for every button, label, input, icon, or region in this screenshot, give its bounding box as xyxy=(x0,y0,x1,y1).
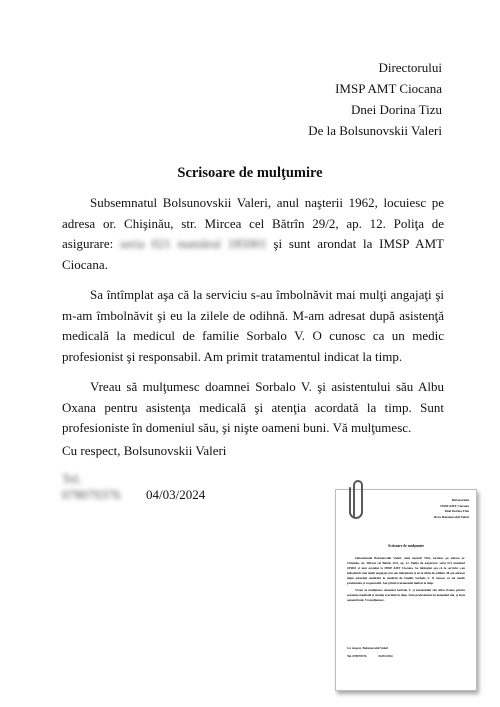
addressee-line-recipient: Dnei Dorina Tizu xyxy=(351,102,442,117)
paragraph-3: Vreau să mulţumesc doamnei Sorbalo V. şi asistentului său Albu Oxana pentru asistenţa medicală şi atenţia acordată la timp. Sunt profesioniste în domeniul său, şi nişte oameni buni. Vă mulţumesc. xyxy=(62,379,444,435)
addressee-block xyxy=(308,57,442,141)
addressee-line-director: Directorului xyxy=(378,60,442,75)
thumbnail-title: Scrisoare de mulţumire xyxy=(388,544,424,548)
letter-body xyxy=(62,193,444,449)
paragraph-2: Sa întîmplat aşa că la serviciu s-au îmbolnăvit mai mulţi angajaţi şi m-am îmbolnăvit şi eu la zilele de odihnă. M-am adresat după asistenţă medicală la medicul de familie Sorbalo V. O cunosc ca un medic profesionist şi responsabil. Am primit tratamentul indicat la timp. xyxy=(62,287,444,364)
paragraph-1-text-a: Subsemnatul Bolsunovskii Valeri, anul naşterii 1962, locuiesc pe adresa or. Chişinău, str. Mircea cel Bătrîn 29/2, ap. 12. Poliţa de asigurare: xyxy=(62,195,444,251)
addressee-line-institution: IMSP AMT Ciocana xyxy=(335,81,442,96)
thumbnail-addressee-line: Dnei Dorina Tizu xyxy=(444,509,469,513)
redacted-policy-number: seria 021 numărul 185001 xyxy=(120,236,267,251)
thumbnail-addressee xyxy=(434,498,469,520)
paragraph-1 xyxy=(62,193,444,275)
thumbnail-closing: Cu respect, Bolsunovskii Valeri xyxy=(347,646,389,650)
thumbnail-date: 04/03/2024 xyxy=(378,654,393,658)
paperclip-icon xyxy=(346,476,370,522)
addressee-line-sender: De la Bolsunovskii Valeri xyxy=(308,123,442,138)
paragraph-1-text-b: şi sunt arondat la IMSP AMT Ciocana. xyxy=(62,236,444,272)
thumbnail-paragraph-1: Subsemnatul Bolsunovskii Valeri, anul naşterii 1962, locuiesc pe adresa or. Chişinău, str. Mircea cel Bătrîn 29/2, ap. 12. Poliţa de asigurare: seria 021 numărul 185001 şi sunt arondat la IMSP AMT Ciocana. Sa întîmplat aşa că la serviciu s-au îmbolnăvit mai mulţi angajaţi şi m-am îmbolnăvit şi eu la zilele de odihnă. M-am adresat după asistenţă medicală la medicul de familie Sorbalo V. O cunosc ca un medic profesionist şi responsabil. Am primit tratamentul indicat la timp. xyxy=(347,556,465,585)
thumbnail-addressee-line: Directorului xyxy=(451,498,469,502)
thumbnail-phone: Tel. 078070376 xyxy=(347,654,367,658)
contact-line xyxy=(62,471,205,503)
closing-signature: Cu respect, Bolsunovskii Valeri xyxy=(62,443,227,458)
thumbnail-addressee-line: IMSP AMT Ciocana xyxy=(440,503,469,508)
thumbnail-contact xyxy=(347,654,393,658)
letter-title: Scrisoare de mulţumire xyxy=(177,165,323,181)
redacted-phone: Tel. 078070376 xyxy=(62,471,121,502)
thumbnail-paragraph-2: Vreau să mulţumesc doamnei Sorbalo V. şi asistentului său Albu Oxana pentru asistenţa medicală şi atenţia acordată la timp. Sunt profesioniste în domeniul său, şi nişte oameni buni. Vă mulţumesc. xyxy=(347,588,465,602)
letter-date: 04/03/2024 xyxy=(146,487,206,502)
thumbnail-addressee-line: De la Bolsunovskii Valeri xyxy=(433,514,469,519)
thumbnail-body xyxy=(347,556,465,605)
